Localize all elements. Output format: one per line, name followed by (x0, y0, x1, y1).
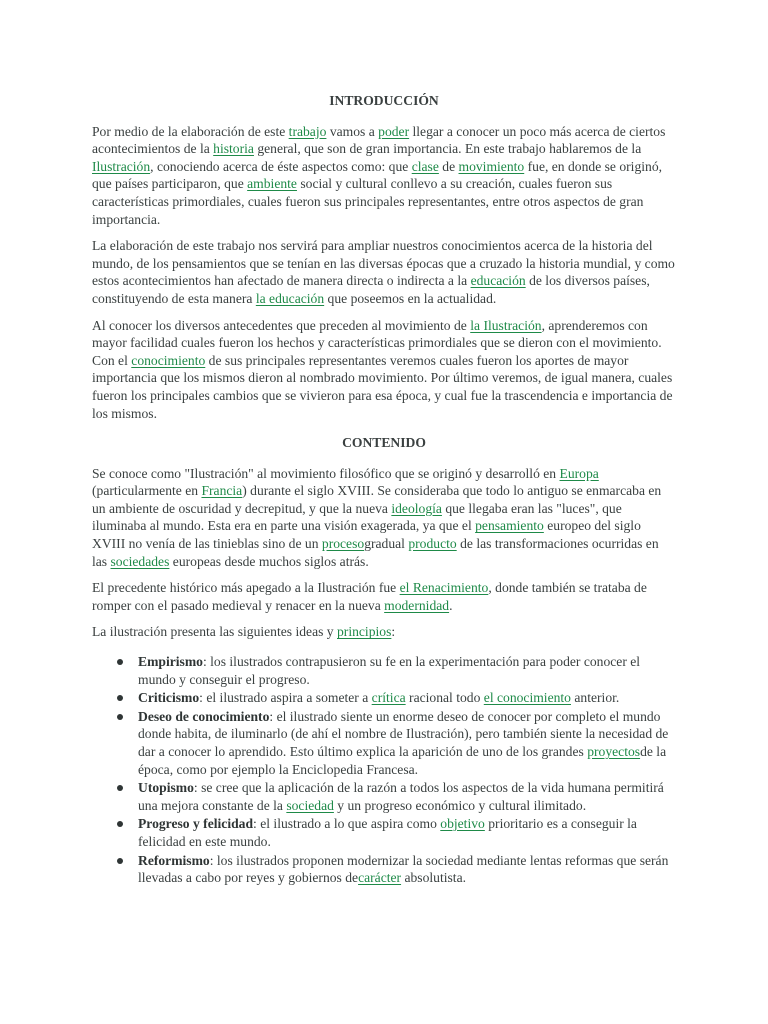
link-historia[interactable]: historia (213, 141, 254, 157)
link-principios[interactable]: principios (337, 624, 392, 640)
text-segment: de las transformaciones ocurridas en las (92, 536, 659, 569)
link-sociedades[interactable]: sociedades (110, 553, 170, 569)
text-segment: : los ilustrados proponen modernizar la sociedad mediante lentas reformas que serán llevadas a cabo por reyes y gobiernos de (138, 852, 669, 886)
link-proyectos[interactable]: proyectos (587, 744, 641, 759)
intro-paragraph-2 (92, 237, 676, 307)
link-critica[interactable]: crítica (371, 690, 406, 706)
link-movimiento[interactable]: movimiento (458, 158, 525, 174)
text-segment: Se conoce como "Ilustración" al movimiento filosófico que se originó y desarrolló en (92, 465, 560, 481)
text-segment: Por medio de la elaboración de este (92, 123, 289, 139)
text-segment: prioritario es a conseguir la felicidad en este mundo. (138, 816, 637, 849)
text-segment: : se cree que la aplicación de la razón a todos los aspectos de la vida humana permitirá una mejora constante de la (138, 780, 664, 813)
link-la-educacion[interactable]: la educación (255, 290, 325, 306)
text-segment: Al conocer los diversos antecedentes que preceden al movimiento de (92, 317, 471, 333)
link-clase[interactable]: clase (411, 158, 439, 174)
text-segment: , conociendo acerca de éste aspectos como: que (150, 158, 412, 174)
intro-paragraph-3 (92, 317, 676, 423)
text-segment: La elaboración de este trabajo nos servirá para ampliar nuestros conocimientos acerca de la historia del mundo, de los pensamientos que se tenían en las diversas épocas que a cruzado la historia mundial, y como estos acontecimientos han afectado de manera directa o indirecta a la (92, 238, 675, 289)
text-segment: que poseemos en la actualidad. (324, 290, 497, 306)
text-segment: fue, en donde se originó, que países participaron, que (92, 158, 663, 192)
list-item (138, 689, 676, 707)
text-segment: social y cultural conllevo a su creación, cuales fueron sus características primordiales, cuales fueron sus principales representantes, entre otros aspectos de gran importancia. (92, 176, 644, 227)
text-segment: europeo del siglo XVIII no venía de las tinieblas sino de un (92, 518, 641, 552)
text-segment: (particularmente en (92, 483, 202, 499)
list-item (138, 815, 676, 850)
text-segment: de sus principales representantes veremos cuales fueron los aportes de mayor importancia que los mismos dieron al nombrado movimiento. Por último veremos, de igual manera, cuales fueron los principales cambios que se vivieron para esa época, y cual fue la trascendencia e importancia de los mismos. (92, 352, 673, 421)
text-segment: , donde también se trataba de romper con el pasado medieval y renacer en la nueva (92, 580, 647, 613)
text-segment: de (438, 158, 459, 174)
list-item (138, 852, 676, 887)
link-el-renacimiento[interactable]: el Renacimiento (399, 580, 489, 596)
link-modernidad[interactable]: modernidad (384, 597, 450, 613)
list-item (138, 653, 676, 688)
text-segment: general, que son de gran importancia. En este trabajo hablaremos de la (253, 141, 642, 157)
list-item (138, 708, 676, 778)
link-francia[interactable]: Francia (201, 483, 243, 499)
text-segment: : el ilustrado siente un enorme deseo de conocer por completo el mundo donde habita, de iluminarlo (de ahí el nombre de Ilustración), pero también siente la necesidad de dar a conocer lo aprendido. Esto último explica la aparición de uno de los grandes (138, 708, 669, 759)
text-segment: de los diversos países, constituyendo de esta manera (92, 273, 650, 306)
link-proceso[interactable]: proceso (321, 536, 365, 552)
text-segment: y un progreso económico y cultural ilimitado. (333, 797, 587, 813)
term-reformismo: Reformismo (138, 852, 210, 868)
text-segment: . (449, 597, 453, 613)
link-caracter[interactable]: carácter (358, 870, 402, 886)
text-segment: anterior. (570, 690, 620, 706)
text-segment: El precedente histórico más apegado a la Ilustración fue (92, 580, 400, 596)
contenido-paragraph-2 (92, 579, 676, 614)
text-segment: : (391, 624, 396, 640)
text-segment: europeas desde muchos siglos atrás. (169, 553, 369, 569)
intro-heading: INTRODUCCIÓN (329, 93, 439, 108)
link-poder[interactable]: poder (378, 123, 410, 139)
text-segment: : el ilustrado aspira a someter a (199, 690, 372, 706)
link-ideologia[interactable]: ideología (391, 500, 442, 516)
text-segment: gradual (364, 536, 409, 552)
term-empirismo: Empirismo (138, 654, 203, 670)
term-criticismo: Criticismo (138, 690, 200, 706)
contenido-heading: CONTENIDO (342, 435, 426, 451)
text-segment: ) durante el siglo XVIII. Se consideraba que todo lo antiguo se enmarcaba en un ambiente de oscuridad y decrepitud, y que la nueva (92, 483, 662, 516)
link-conocimiento[interactable]: conocimiento (131, 352, 206, 368)
link-ilustracion[interactable]: Ilustración (92, 158, 151, 174)
text-segment: llegar a conocer un poco más acerca de ciertos acontecimientos de la (92, 123, 666, 157)
link-sociedad[interactable]: sociedad (286, 797, 334, 813)
text-segment: de la época, como por ejemplo la Enciclopedia Francesa. (138, 744, 667, 777)
text-segment: que llegaba eran las "luces", que iluminaba al mundo. Esta era en parte una visión exagerada, ya que el (92, 500, 622, 534)
link-el-conocimiento[interactable]: el conocimiento (483, 690, 571, 706)
intro-paragraph-1 (92, 123, 676, 229)
text-segment: La ilustración presenta las siguientes ideas y (92, 624, 337, 640)
list-item (138, 779, 676, 814)
contenido-paragraph-3 (92, 623, 676, 641)
text-segment: : los ilustrados contrapusieron su fe en la experimentación para poder conocer el mundo y conseguir el progreso. (138, 654, 641, 687)
text-segment: vamos a (326, 123, 379, 139)
text-segment: racional todo (405, 690, 484, 706)
link-europa[interactable]: Europa (559, 465, 599, 481)
link-ambiente[interactable]: ambiente (247, 176, 297, 192)
term-progreso-y-felicidad: Progreso y felicidad (138, 816, 254, 832)
link-producto[interactable]: producto (408, 536, 457, 552)
text-segment: , aprenderemos con mayor facilidad cuales fueron los hechos y características primordiales que se dieron con el movimiento. Con el (92, 317, 662, 368)
link-la-ilustracion[interactable]: la Ilustración (470, 317, 542, 333)
link-educacion[interactable]: educación (470, 273, 526, 289)
link-pensamiento[interactable]: pensamiento (475, 518, 544, 534)
term-utopismo: Utopismo (138, 780, 194, 796)
contenido-paragraph-1 (92, 465, 676, 571)
text-segment: : el ilustrado a lo que aspira como (253, 816, 441, 832)
principles-list (92, 653, 676, 887)
link-trabajo[interactable]: trabajo (288, 123, 327, 139)
link-objetivo[interactable]: objetivo (440, 816, 485, 832)
text-segment: absolutista. (401, 870, 467, 886)
term-deseo-de-conocimiento: Deseo de conocimiento (138, 708, 270, 724)
